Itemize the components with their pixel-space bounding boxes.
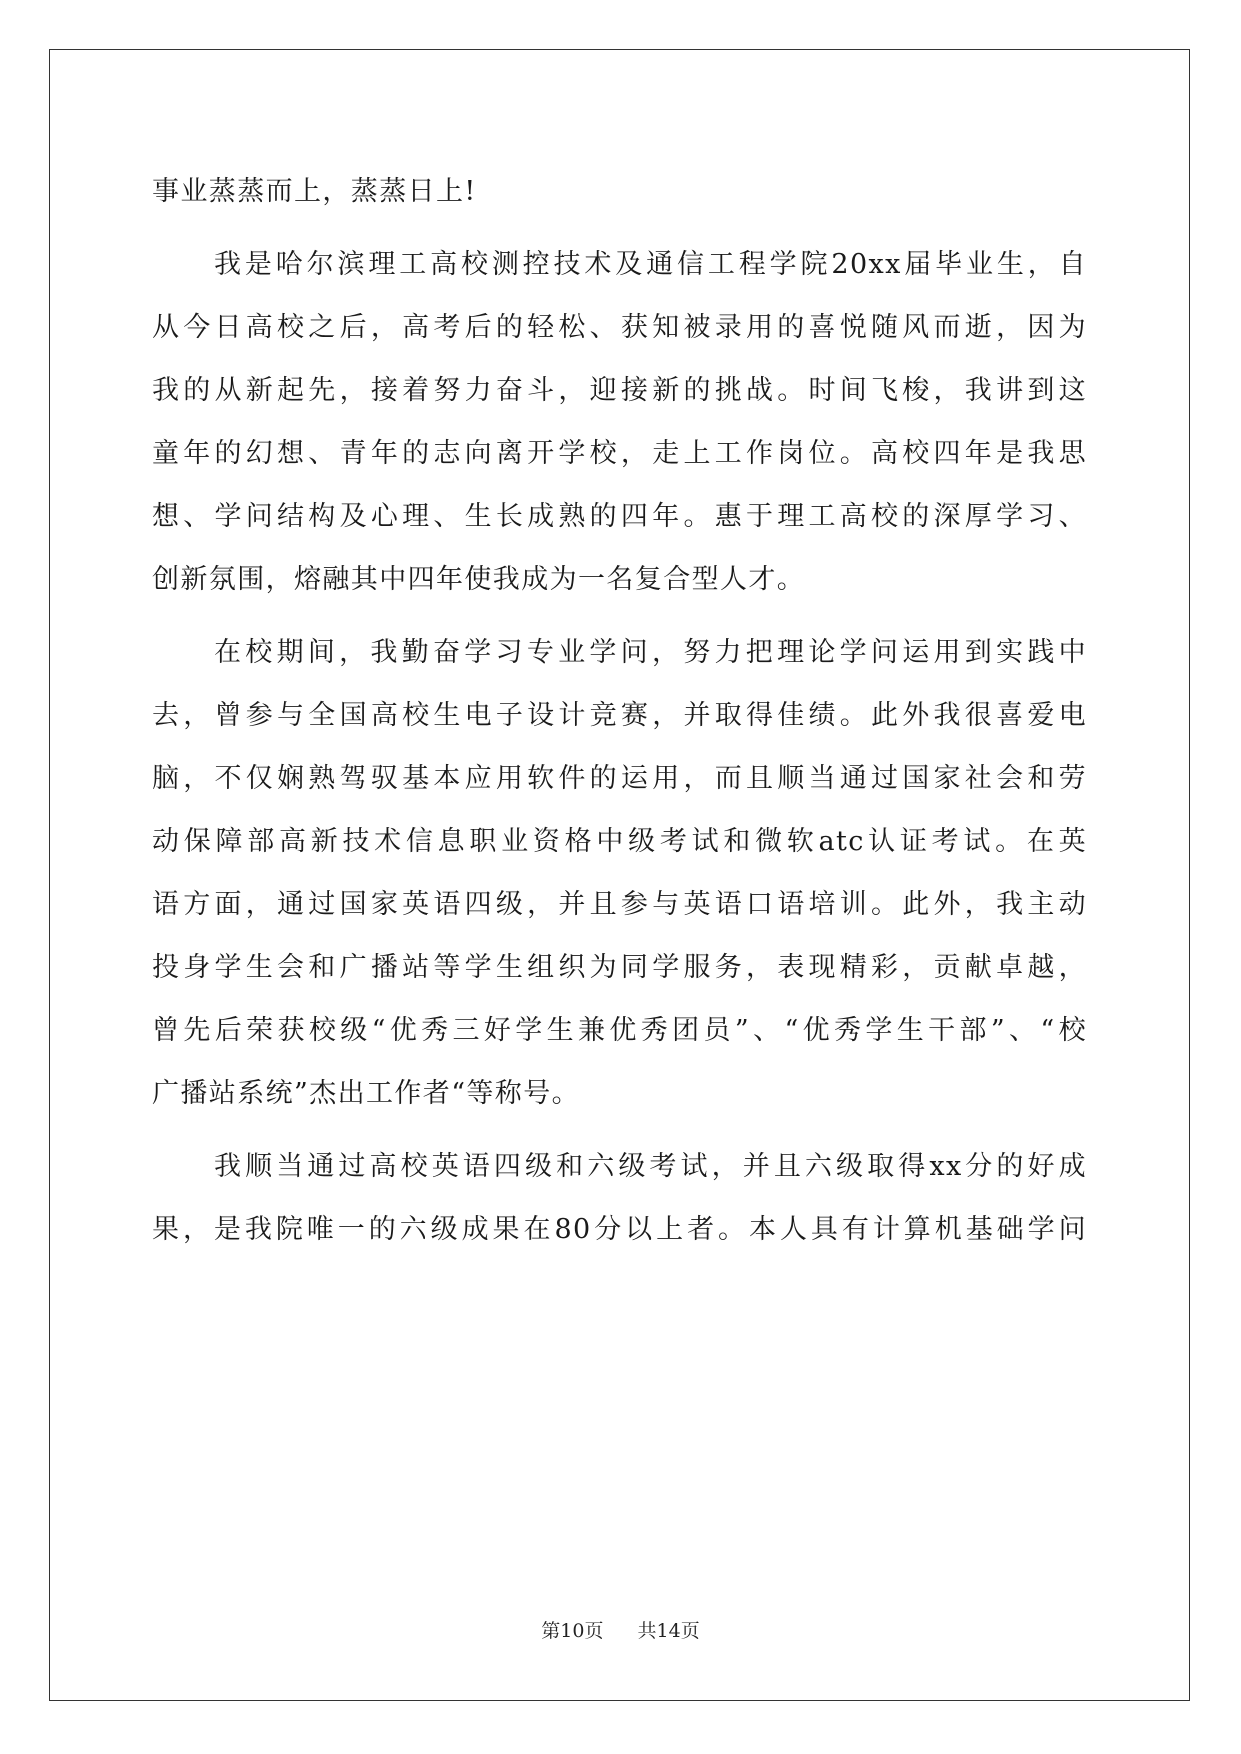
text-line: 我的从新起先，接着努力奋斗，迎接新的挑战。时间飞梭，我讲到这	[152, 375, 1087, 406]
paragraph-first-line: 我是哈尔滨理工高校测控技术及通信工程学院20xx届毕业生，自	[214, 249, 1087, 280]
text-line: 童年的幻想、青年的志向离开学校，走上工作岗位。高校四年是我思	[152, 438, 1087, 469]
text-line: 语方面，通过国家英语四级，并且参与英语口语培训。此外，我主动	[152, 889, 1087, 920]
paragraph-first-line: 我顺当通过高校英语四级和六级考试，并且六级取得xx分的好成	[214, 1151, 1087, 1182]
text-line: 动保障部高新技术信息职业资格中级考试和微软atc认证考试。在英	[152, 826, 1087, 857]
text-line: 广播站系统”杰出工作者“等称号。	[152, 1078, 581, 1109]
text-line: 脑，不仅娴熟驾驭基本应用软件的运用，而且顺当通过国家社会和劳	[152, 763, 1087, 794]
text-line: 曾先后荣获校级“优秀三好学生兼优秀团员”、“优秀学生干部”、“校	[152, 1015, 1087, 1046]
document-body	[152, 160, 1087, 1261]
paragraph-first-line: 在校期间，我勤奋学习专业学问，努力把理论学问运用到实践中	[214, 637, 1087, 668]
text-line: 果，是我院唯一的六级成果在80分以上者。本人具有计算机基础学问	[152, 1214, 1087, 1245]
page-footer	[0, 1616, 1241, 1643]
current-page-number: 第10页	[541, 1620, 604, 1642]
text-line: 从今日高校之后，高考后的轻松、获知被录用的喜悦随风而逝，因为	[152, 312, 1087, 343]
text-line: 创新氛围，熔融其中四年使我成为一名复合型人才。	[152, 564, 806, 595]
text-line: 投身学生会和广播站等学生组织为同学服务，表现精彩，贡献卓越，	[152, 952, 1087, 983]
text-line: 想、学问结构及心理、生长成熟的四年。惠于理工高校的深厚学习、	[152, 501, 1087, 532]
text-line: 事业蒸蒸而上，蒸蒸日上!	[152, 176, 477, 207]
total-pages: 共14页	[637, 1620, 700, 1642]
text-line: 去，曾参与全国高校生电子设计竞赛，并取得佳绩。此外我很喜爱电	[152, 700, 1087, 731]
